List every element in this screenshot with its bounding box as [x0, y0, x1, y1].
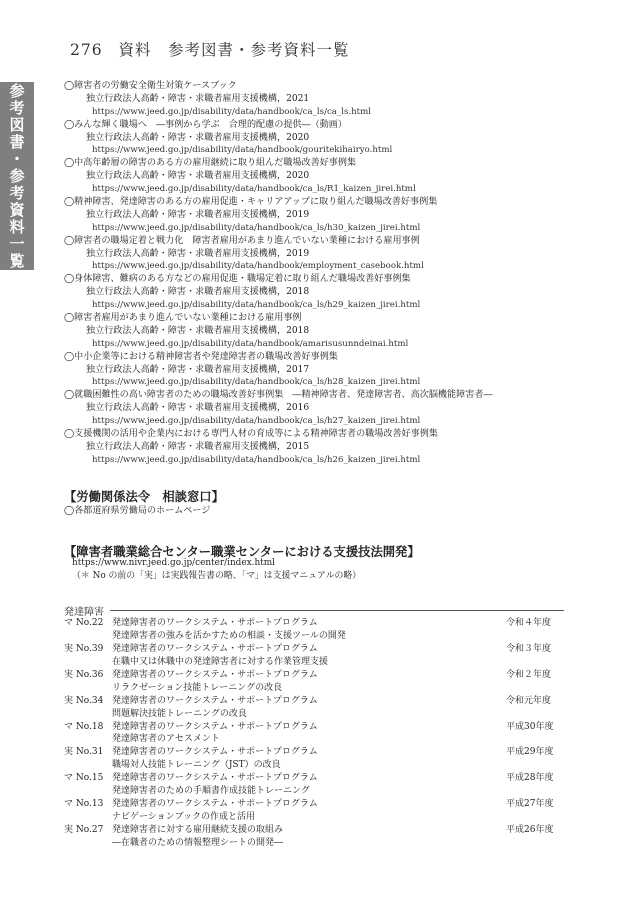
report-id: マ No.13 — [64, 799, 104, 810]
report-title — [112, 695, 506, 721]
report-title-line1: 発達障害者のワークシステム・サポートプログラム — [112, 799, 318, 810]
report-title-line1: 発達障害者に対する雇用継続支援の取組み — [112, 825, 284, 836]
table-row — [64, 617, 564, 643]
report-year: 令和４年度 — [506, 618, 552, 628]
report-year: 令和３年度 — [506, 643, 552, 654]
report-title-line2: 在職中又は休職中の発達障害者に対する作業管理支援 — [112, 656, 329, 667]
report-year: 平成28年度 — [506, 773, 554, 784]
page-number: 276 — [70, 41, 103, 59]
report-title-line2: ―在職者のための情報整理シートの開発― — [112, 838, 284, 849]
publication-title: ◯障害者雇用があまり進んでいない業種における雇用事例 — [64, 313, 302, 324]
report-title-line2: 発達障害者のアセスメント — [112, 734, 220, 745]
publication-title: ◯みんな輝く職場へ ―事例から学ぶ 合理的配慮の提供―（動画） — [64, 119, 347, 130]
publication-publisher: 独立行政法人高齢・障害・求職者雇用支援機構，2020 — [86, 132, 310, 143]
dev-table — [64, 617, 564, 850]
report-year: 平成29年度 — [506, 747, 554, 758]
page-header — [70, 38, 350, 60]
publication-publisher: 独立行政法人高齢・障害・求職者雇用支援機構，2015 — [86, 441, 310, 452]
report-year: 平成27年度 — [506, 799, 554, 810]
publication-publisher: 独立行政法人高齢・障害・求職者雇用支援機構，2019 — [86, 248, 310, 259]
publication-title: ◯身体障害、難病のある方などの雇用促進・職場定着に取り組んだ職場改善好事例集 — [64, 274, 411, 285]
report-id: マ No.18 — [64, 721, 104, 732]
publication-publisher: 独立行政法人高齢・障害・求職者雇用支援機構，2019 — [86, 209, 310, 220]
report-title — [112, 643, 506, 669]
publication-publisher: 独立行政法人高齢・障害・求職者雇用支援機構，2017 — [86, 364, 310, 375]
publication-url[interactable]: https://www.jeed.go.jp/disability/data/handbook/ca_ls/h28_kaizen_jirei.html — [92, 377, 421, 388]
publication-url[interactable]: https://www.jeed.go.jp/disability/data/handbook/ca_ls/ca_ls.html — [92, 106, 371, 117]
side-index-label: 参考図書・参考資料一覧 — [7, 82, 26, 270]
publication-url[interactable]: https://www.jeed.go.jp/disability/data/handbook/ca_ls/h30_kaizen_jirei.html — [92, 222, 421, 233]
report-title — [112, 617, 506, 643]
table-row — [64, 695, 564, 721]
report-title-line2: ナビゲーションブックの作成と活用 — [112, 812, 256, 823]
report-title-line1: 発達障害者のワークシステム・サポートプログラム — [112, 747, 318, 758]
publication-url[interactable]: https://www.jeed.go.jp/disability/data/handbook/ca_ls/h26_kaizen_jirei.html — [92, 454, 421, 465]
table-row — [64, 798, 564, 824]
publication-publisher: 独立行政法人高齢・障害・求職者雇用支援機構，2018 — [86, 287, 310, 298]
labor-item: ◯各都道府県労働局のホームページ — [64, 506, 211, 516]
report-id: 実 No.31 — [64, 747, 104, 758]
report-year: 令和元年度 — [506, 695, 552, 706]
labor-heading: 【労働関係法令 相談窓口】 — [64, 490, 224, 504]
center-url[interactable]: https://www.nivr.jeed.go.jp/center/index.html — [72, 558, 275, 568]
publication-url[interactable]: https://www.jeed.go.jp/disability/data/handbook/ca_ls/h29_kaizen_jirei.html — [92, 300, 421, 311]
publication-title: ◯障害者の職場定着と戦力化 障害者雇用があまり進んでいない業種における雇用事例 — [64, 235, 420, 246]
report-id: 実 No.36 — [64, 669, 104, 680]
report-id: 実 No.39 — [64, 643, 104, 654]
report-title — [112, 798, 506, 824]
publication-url[interactable]: https://www.jeed.go.jp/disability/data/handbook/ca_ls/h27_kaizen_jirei.html — [92, 416, 421, 427]
report-title-line1: 発達障害者のワークシステム・サポートプログラム — [112, 669, 318, 680]
report-title — [112, 721, 506, 747]
publication-title: ◯精神障害、発達障害のある方の雇用促進・キャリアアップに取り組んだ職場改善好事例集 — [64, 197, 438, 208]
report-title — [112, 669, 506, 695]
publication-publisher: 独立行政法人高齢・障害・求職者雇用支援機構，2018 — [86, 325, 310, 336]
report-title-line1: 発達障害者のワークシステム・サポートプログラム — [112, 643, 318, 654]
table-row — [64, 746, 564, 772]
report-title-line1: 発達障害者のワークシステム・サポートプログラム — [112, 695, 318, 706]
side-index-tab — [0, 82, 34, 270]
publication-title: ◯中小企業等における精神障害者や発達障害者の職場改善好事例集 — [64, 351, 338, 362]
report-title-line2: リラクゼーション技能トレーニングの改良 — [112, 682, 283, 693]
divider — [110, 610, 564, 611]
publication-url[interactable]: https://www.jeed.go.jp/disability/data/handbook/ca_ls/R1_kaizen_jirei.html — [92, 184, 416, 195]
report-id: マ No.15 — [64, 773, 104, 784]
report-title-line2: 職場対人技能トレーニング（JST）の改良 — [112, 760, 281, 771]
publication-url[interactable]: https://www.jeed.go.jp/disability/data/handbook/employment_casebook.html — [92, 261, 424, 272]
table-row — [64, 824, 564, 850]
center-info — [64, 557, 544, 583]
dev-section-title: 発達障害 — [64, 607, 104, 618]
report-title-line2: 発達障害者のための手順書作成技能トレーニング — [112, 786, 310, 797]
publication-list — [64, 80, 564, 467]
publication-title: ◯就職困難性の高い障害者のための職場改善好事例集 ―精神障害者、発達障害者、高次脳機能障害者― — [64, 390, 493, 401]
report-title-line1: 発達障害者のワークシステム・サポートプログラム — [112, 773, 318, 784]
publication-url[interactable]: https://www.jeed.go.jp/disability/data/handbook/amarisusunndeinai.html — [92, 338, 409, 349]
publication-title: ◯中高年齢層の障害のある方の雇用継続に取り組んだ職場改善好事例集 — [64, 158, 357, 169]
dev-section-header — [64, 603, 564, 618]
report-year: 平成26年度 — [506, 825, 554, 836]
publication-publisher: 独立行政法人高齢・障害・求職者雇用支援機構，2020 — [86, 171, 310, 182]
page-title: 資料 参考図書・参考資料一覧 — [118, 41, 350, 59]
report-title-line2: 問題解決技能トレーニングの改良 — [112, 708, 247, 719]
report-title-line1: 発達障害者のワークシステム・サポートプログラム — [112, 618, 318, 628]
table-row — [64, 721, 564, 747]
report-id: 実 No.34 — [64, 695, 104, 706]
report-title — [112, 746, 506, 772]
report-title-line1: 発達障害者のワークシステム・サポートプログラム — [112, 721, 318, 732]
report-year: 令和２年度 — [506, 669, 552, 680]
publication-url[interactable]: https://www.jeed.go.jp/disability/data/handbook/gouritekihairyo.html — [92, 145, 393, 156]
publication-title: ◯障害者の労働安全衛生対策ケースブック — [64, 81, 237, 91]
report-id: マ No.22 — [64, 618, 104, 628]
publication-title: ◯支援機関の活用や企業内における専門人材の育成等による精神障害者の職場改善好事例集 — [64, 429, 438, 440]
report-title — [112, 772, 506, 798]
table-row — [64, 669, 564, 695]
report-id: 実 No.27 — [64, 825, 104, 836]
center-heading: 【障害者職業総合センター職業センターにおける支援技法開発】 — [64, 545, 420, 559]
report-title-line2: 発達障害者の強みを活かすための相談・支援ツールの開発 — [112, 630, 346, 641]
publication-publisher: 独立行政法人高齢・障害・求職者雇用支援機構，2021 — [86, 93, 310, 104]
report-title — [112, 824, 506, 850]
center-note: （＊ No の前の「実」は実践報告書の略、「マ」は支援マニュアルの略） — [72, 570, 362, 581]
publication-publisher: 独立行政法人高齢・障害・求職者雇用支援機構，2016 — [86, 403, 310, 414]
report-year: 平成30年度 — [506, 721, 554, 732]
table-row — [64, 772, 564, 798]
table-row — [64, 643, 564, 669]
